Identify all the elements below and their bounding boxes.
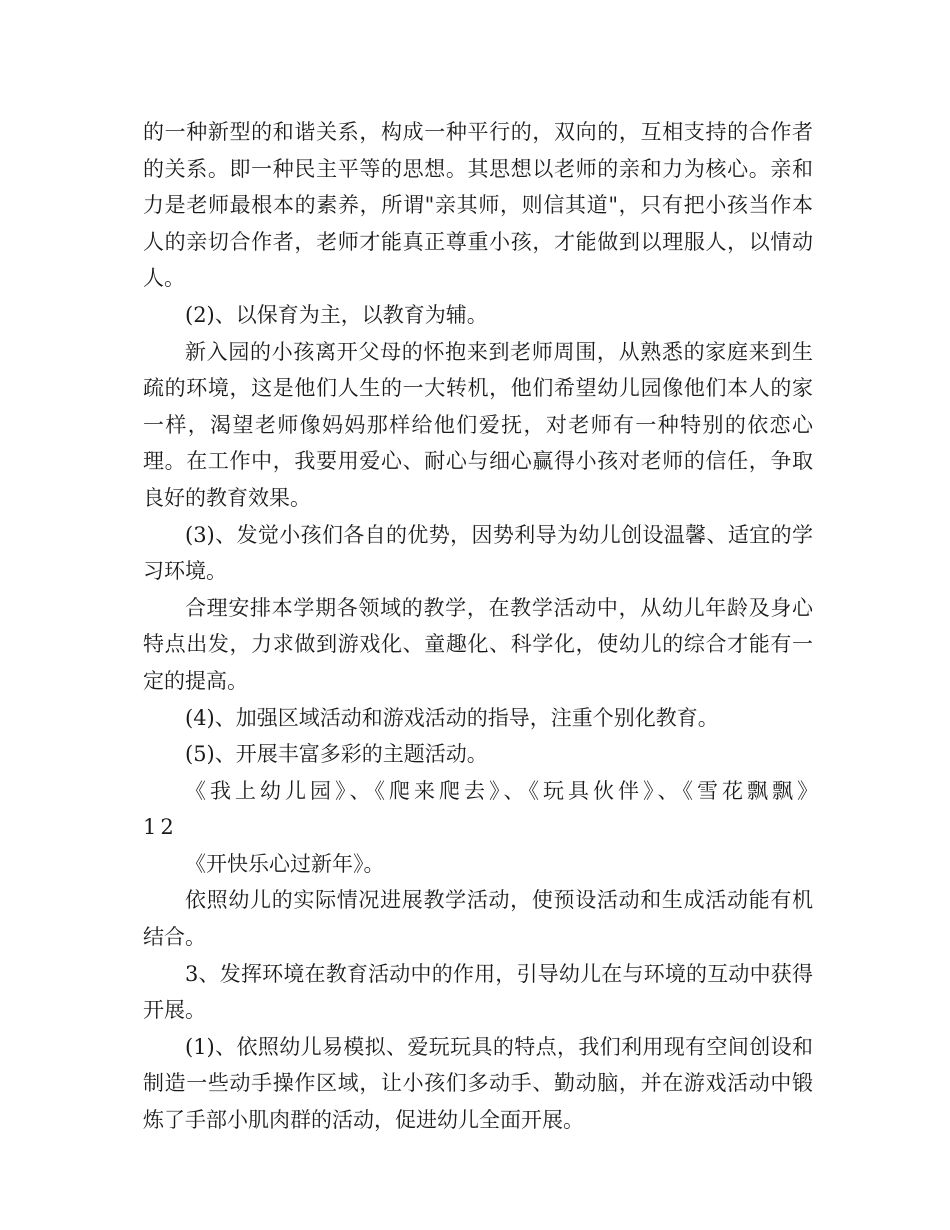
paragraph-7: (5)、开展丰富多彩的主题活动。: [185, 742, 488, 767]
paragraph-11: 3、发挥环境在教育活动中的作用，引导幼儿在与环境的互动中获得开展。: [143, 961, 813, 1023]
document-body: [143, 114, 813, 1139]
paragraph-8: 《我上幼儿园》、《爬来爬去》、《玩具伙伴》、《雪花飘飘》12: [143, 778, 812, 840]
paragraph-3: 新入园的小孩离开父母的怀抱来到老师周围，从熟悉的家庭来到生疏的环境，这是他们人生的一大转机，他们希望幼儿园像他们本人的家一样，渴望老师像妈妈那样给他们爱抚，对老师有一种特别的依恋心理。在工作中，我要用爱心、耐心与细心赢得小孩对老师的信任，争取良好的教育效果。: [143, 339, 813, 510]
paragraph-9: 《开快乐心过新年》。: [185, 851, 385, 876]
paragraph-2: (2)、以保育为主，以教育为辅。: [185, 302, 488, 327]
paragraph-4: (3)、发觉小孩们各自的优势，因势利导为幼儿创设温馨、适宜的学习环境。: [143, 522, 813, 584]
paragraph-6: (4)、加强区域活动和游戏活动的指导，注重个别化教育。: [185, 705, 719, 730]
paragraph-5: 合理安排本学期各领域的教学，在教学活动中，从幼儿年龄及身心特点出发，力求做到游戏化、童趣化、科学化，使幼儿的综合才能有一定的提高。: [143, 595, 813, 693]
paragraph-1: 的一种新型的和谐关系，构成一种平行的，双向的，互相支持的合作者的关系。即一种民主平等的思想。其思想以老师的亲和力为核心。亲和力是老师最根本的素养，所谓"亲其师，则信其道"，只有把小孩当作本人的亲切合作者，老师才能真正尊重小孩，才能做到以理服人，以情动人。: [143, 120, 813, 291]
paragraph-12: (1)、依照幼儿易模拟、爱玩玩具的特点，我们利用现有空间创设和制造一些动手操作区域，让小孩们多动手、勤动脑，并在游戏活动中锻炼了手部小肌肉群的活动，促进幼儿全面开展。: [143, 1034, 813, 1133]
paragraph-10: 依照幼儿的实际情况进展教学活动，使预设活动和生成活动能有机结合。: [143, 888, 813, 950]
